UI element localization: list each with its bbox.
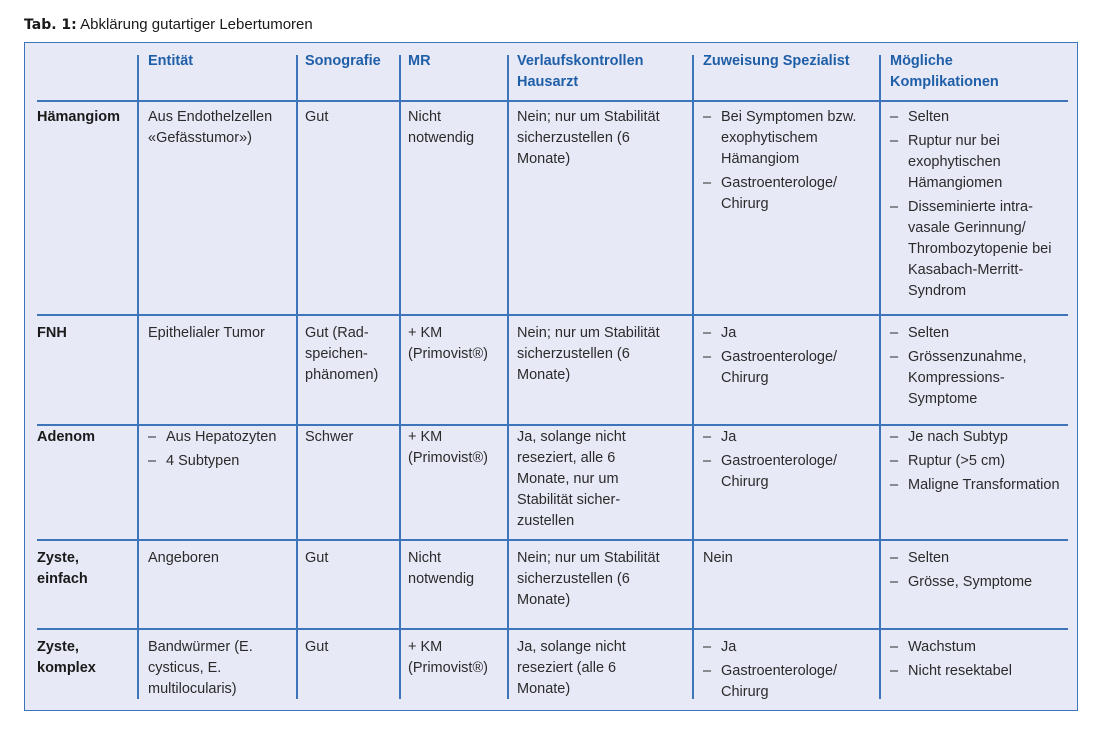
list-item: – Grösse, Symptome (890, 572, 1068, 593)
row-divider (37, 100, 1068, 102)
row-label: Hämangiom (37, 109, 120, 125)
cell-komplikationen (890, 107, 1068, 305)
row-divider (37, 628, 1068, 630)
cell-entitaet: Bandwürmer (E. cysticus, E. multilocularis) (148, 639, 253, 697)
cell-mr: Nicht notwendig (408, 550, 475, 587)
column-divider (399, 55, 401, 699)
list-item: – Ruptur nur bei exophytischen Hämangiomen (890, 131, 1068, 194)
cell-komplikationen (890, 637, 1068, 685)
list-item: – Ruptur (>5 cm) (890, 451, 1068, 472)
cell-entitaet (148, 427, 294, 475)
list-item: – Gastroenterologe/ Chirurg (703, 451, 875, 493)
row-divider (37, 424, 1068, 426)
list-item: – Aus Hepatozyten (148, 427, 294, 448)
list-item: – 4 Subtypen (148, 451, 294, 472)
row-divider (37, 314, 1068, 316)
header-mr: MR (408, 53, 431, 69)
cell-entitaet: Epithelialer Tumor (148, 325, 265, 341)
row-label: Zyste, einfach (37, 550, 88, 587)
cell-sonografie: Gut (Rad-speichen-phänomen) (305, 325, 379, 383)
table-title (24, 16, 313, 33)
cell-sonografie: Gut (305, 639, 329, 655)
cell-mr: + KM (Primovist®) (408, 429, 488, 466)
list-item: – Ja (703, 323, 875, 344)
row-label: Zyste, komplex (37, 639, 96, 676)
header-zuweisung: Zuweisung Spezialist (703, 53, 850, 69)
cell-verlauf: Ja, solange nicht reseziert (alle 6 Monate) (517, 639, 626, 697)
cell-komplikationen (890, 323, 1068, 413)
cell-komplikationen (890, 427, 1068, 499)
cell-verlauf: Nein; nur um Stabilität sicherzustellen (6 Monate) (517, 109, 660, 167)
row-divider (37, 539, 1068, 541)
cell-sonografie: Gut (305, 550, 329, 566)
column-divider (507, 55, 509, 699)
column-divider (879, 55, 881, 699)
cell-zuweisung (703, 323, 875, 392)
column-divider (692, 55, 694, 699)
list-item: – Gastroenterologe/ Chirurg (703, 347, 875, 389)
cell-zuweisung (703, 427, 875, 496)
cell-zuweisung (703, 637, 875, 706)
cell-zuweisung (703, 107, 875, 218)
cell-mr: + KM (Primovist®) (408, 325, 488, 362)
list-item: – Ja (703, 427, 875, 448)
column-divider (137, 55, 139, 699)
list-item: – Selten (890, 323, 1068, 344)
list-item: – Gastroenterologe/ Chirurg (703, 661, 875, 703)
list-item: – Maligne Transformation (890, 475, 1068, 496)
list-item: – Nicht resektabel (890, 661, 1068, 682)
column-divider (296, 55, 298, 699)
header-entitaet: Entität (148, 53, 194, 69)
cell-entitaet: Angeboren (148, 550, 219, 566)
cell-verlauf: Nein; nur um Stabilität sicherzustellen (6 Monate) (517, 550, 660, 608)
list-item: – Bei Symptomen bzw. exophytischem Hämangiom (703, 107, 875, 170)
cell-zuweisung: Nein (703, 550, 733, 566)
cell-komplikationen (890, 548, 1068, 596)
cell-entitaet: Aus Endothelzellen «Gefässtumor») (148, 109, 273, 146)
row-label: FNH (37, 325, 67, 341)
table-caption: Abklärung gutartiger Lebertumoren (80, 16, 313, 33)
table-number: Tab. 1: (24, 17, 77, 33)
header-komplikationen: Mögliche Komplikationen (890, 53, 999, 90)
cell-mr: Nicht notwendig (408, 109, 475, 146)
cell-sonografie: Schwer (305, 429, 354, 445)
cell-verlauf: Nein; nur um Stabilität sicherzustellen (6 Monate) (517, 325, 660, 383)
cell-verlauf: Ja, solange nicht reseziert, alle 6 Monate, nur um Stabilität sicher-zustellen (517, 429, 626, 529)
list-item: – Wachstum (890, 637, 1068, 658)
header-sonografie: Sonografie (305, 53, 381, 69)
list-item: – Disseminierte intra-vasale Gerinnung/ Thrombozytopenie bei Kasabach-Merritt-Syndrom (890, 197, 1068, 302)
list-item: – Selten (890, 548, 1068, 569)
cell-sonografie: Gut (305, 109, 329, 125)
list-item: – Ja (703, 637, 875, 658)
list-item: – Je nach Subtyp (890, 427, 1068, 448)
list-item: – Grössenzunahme, Kompressions-Symptome (890, 347, 1068, 410)
list-item: – Gastroenterologe/ Chirurg (703, 173, 875, 215)
row-label: Adenom (37, 429, 95, 445)
header-verlaufskontrollen: Verlaufskontrollen Hausarzt (517, 53, 644, 90)
cell-mr: + KM (Primovist®) (408, 639, 488, 676)
list-item: – Selten (890, 107, 1068, 128)
